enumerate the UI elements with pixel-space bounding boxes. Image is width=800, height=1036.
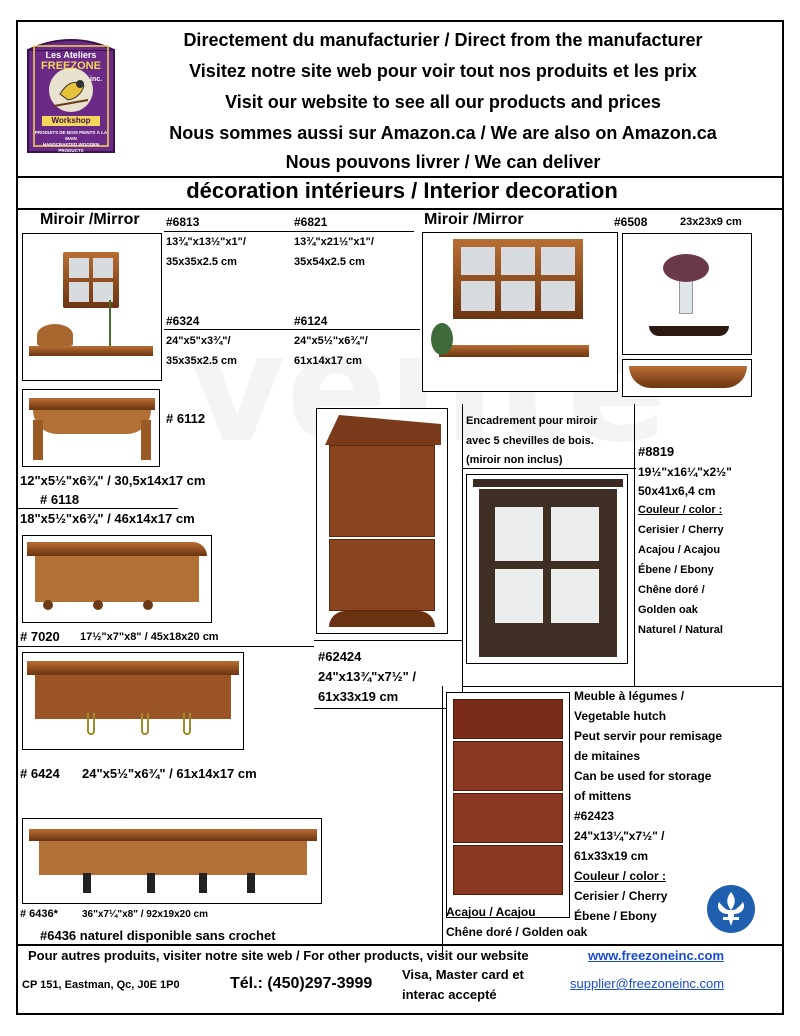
dim2-6813: 35x35x2.5 cm [166,256,237,268]
hutch-62424-photo [316,408,448,634]
color-8819-5: Naturel / Natural [638,624,723,636]
code-6821: #6821 [294,215,328,229]
desc2-8819: avec 5 chevilles de bois. [466,435,594,447]
row-line-62424 [314,708,462,709]
color-label-62423: Couleur / color : [574,869,667,883]
dim2-6821: 35x54x2.5 cm [294,256,365,268]
desc3-8819: (miroir non inclus) [466,454,563,466]
desc1-8819: Encadrement pour miroir [466,415,598,427]
corner-shelf-front-photo [622,359,752,397]
dim-6424: 24"x5½"x6¾" / 61x14x17 cm [82,766,257,781]
code-8819: #8819 [638,444,675,459]
code-6424: # 6424 [20,766,60,781]
dim2-6324: 35x35x2.5 cm [166,355,237,367]
color-8819-4: Golden oak [638,604,698,616]
dim-6118: 18"x5½"x6¾" / 46x14x17 cm [20,511,195,526]
code-6124: #6124 [294,314,328,328]
desc-62423-0: Meuble à légumes / [574,689,685,703]
code-7020: # 7020 [20,629,60,644]
dim1-62423: 24"x13¼"x7½" / [574,829,665,843]
header-line-1: Directement du manufacturier / Direct from the manufacturer [183,30,703,50]
mirror-right-label: Miroir /Mirror [424,211,524,228]
col-line-62423-left [442,686,443,956]
quebec-fleur-de-lis-icon [706,884,756,934]
dim1-8819: 19½"x16¼"x2½" [638,465,732,479]
website-link[interactable]: www.freezoneinc.com [588,948,725,963]
color-label-8819: Couleur / color : [638,504,723,516]
header-line-5: Nous pouvons livrer / We can deliver [285,152,601,172]
bottom-color-62423-0: Acajou / Acajou [446,905,536,919]
dim2-62423: 61x33x19 cm [574,849,649,863]
color-62423-0: Cerisier / Cherry [574,889,668,903]
logo-tagline-en: HANDCRAFTED WOODEN PRODUCTS [42,142,100,153]
dim2-62424: 61x33x19 cm [318,689,399,704]
color-8819-1: Acajou / Acajou [638,544,721,556]
dim1-6813: 13¾"x13½"x1"/ [166,236,246,248]
code-6508: #6508 [614,215,648,229]
row-line-62424-top [314,640,462,641]
footer-line1: Pour autres produits, visiter notre site web / For other products, visit our website [28,948,529,963]
footer-payment-2: interac accepté [402,987,497,1002]
shelf-6424-photo [22,652,244,750]
desc-62423-4: Can be used for storage [574,769,712,783]
col-line-8819 [634,404,635,686]
flyer-page [16,20,784,1015]
footer-address: CP 151, Eastman, Qc, J0E 1P0 [22,979,180,991]
header-line-4: Nous sommes aussi sur Amazon.ca / We are also on Amazon.ca [169,123,717,143]
code-6813: #6813 [166,215,200,229]
mirror-6821-photo [422,232,618,392]
row-line-8819-desc [462,468,636,469]
colors-8819 [638,520,724,640]
logo-top-text: Les Ateliers [45,50,97,60]
corner-shelf-photo [622,233,752,355]
header-line-2: Visitez notre site web pour voir tout nos produits et les prix [189,61,697,81]
color-8819-0: Cerisier / Cherry [638,524,724,536]
shelf-6112-photo [22,389,160,467]
shelf-7020-photo [22,535,212,623]
dim1-6324: 24"x5"x3¾"/ [166,335,231,347]
dim1-6124: 24"x5½"x6¾"/ [294,335,368,347]
mirror-left-label: Miroir /Mirror [40,211,140,228]
logo-brand-text: FREEZONE [41,60,101,72]
footer-phone: Tél.: (450)297-3999 [230,975,373,992]
dim-6508: 23x23x9 cm [680,216,742,228]
dim2-6124: 61x14x17 cm [294,355,362,367]
mirror-frame-8819-photo [466,474,628,664]
section-divider [18,208,784,210]
dim-6436: 36"x7¼"x8" / 92x19x20 cm [82,909,208,920]
code-62424: #62424 [318,649,362,664]
hutch-62423-photo [446,692,570,918]
color-8819-3: Chêne doré / [638,584,705,596]
color-8819-2: Ébene / Ebony [638,564,714,576]
row-line-6324 [164,329,420,330]
row-line-7020 [18,646,314,647]
freezone-logo [24,32,118,162]
code-6436: # 6436* [20,908,58,920]
dim-6112: 12"x5½"x6¾" / 30,5x14x17 cm [20,473,206,488]
code-6324: #6324 [166,314,200,328]
logo-tagline [32,130,110,154]
bottom-color-62423-1: Chêne doré / Golden oak [446,925,588,939]
dim2-8819: 50x41x6,4 cm [638,484,716,498]
note-6436: #6436 naturel disponible sans crochet [40,928,276,943]
code-62423: #62423 [574,809,615,823]
header-text-block [108,22,778,176]
section-title: décoration intérieurs / Interior decoration [186,178,618,203]
desc-62423-3: de mitaines [574,749,641,763]
mirror-shelf-photo [22,233,162,381]
col-line-62424 [462,404,463,696]
dim1-62424: 24"x13¾"x7½" / [318,669,417,684]
shelf-6436-photo [22,818,322,904]
footer-payment-1: Visa, Master card et [402,967,524,982]
logo-inc-text: inc. [90,76,103,83]
desc-62423-1: Vegetable hutch [574,709,667,723]
dim1-6821: 13¾"x21½"x1"/ [294,236,374,248]
header-line-3: Visit our website to see all our products and prices [225,92,661,112]
color-62423-1: Ébene / Ebony [574,909,657,923]
logo-sub-text: Workshop [51,116,91,125]
code-6118: # 6118 [40,492,80,507]
email-link[interactable]: supplier@freezoneinc.com [570,976,725,991]
logo-tagline-fr: PRODUITS DE BOIS PEINTS À LA MAIN [34,130,108,141]
dim-7020: 17½"x7"x8" / 45x18x20 cm [80,631,219,643]
desc-62423-2: Peut servir pour remisage [574,729,723,743]
desc-62423-5: of mittens [574,789,632,803]
code-6112: # 6112 [166,411,206,426]
